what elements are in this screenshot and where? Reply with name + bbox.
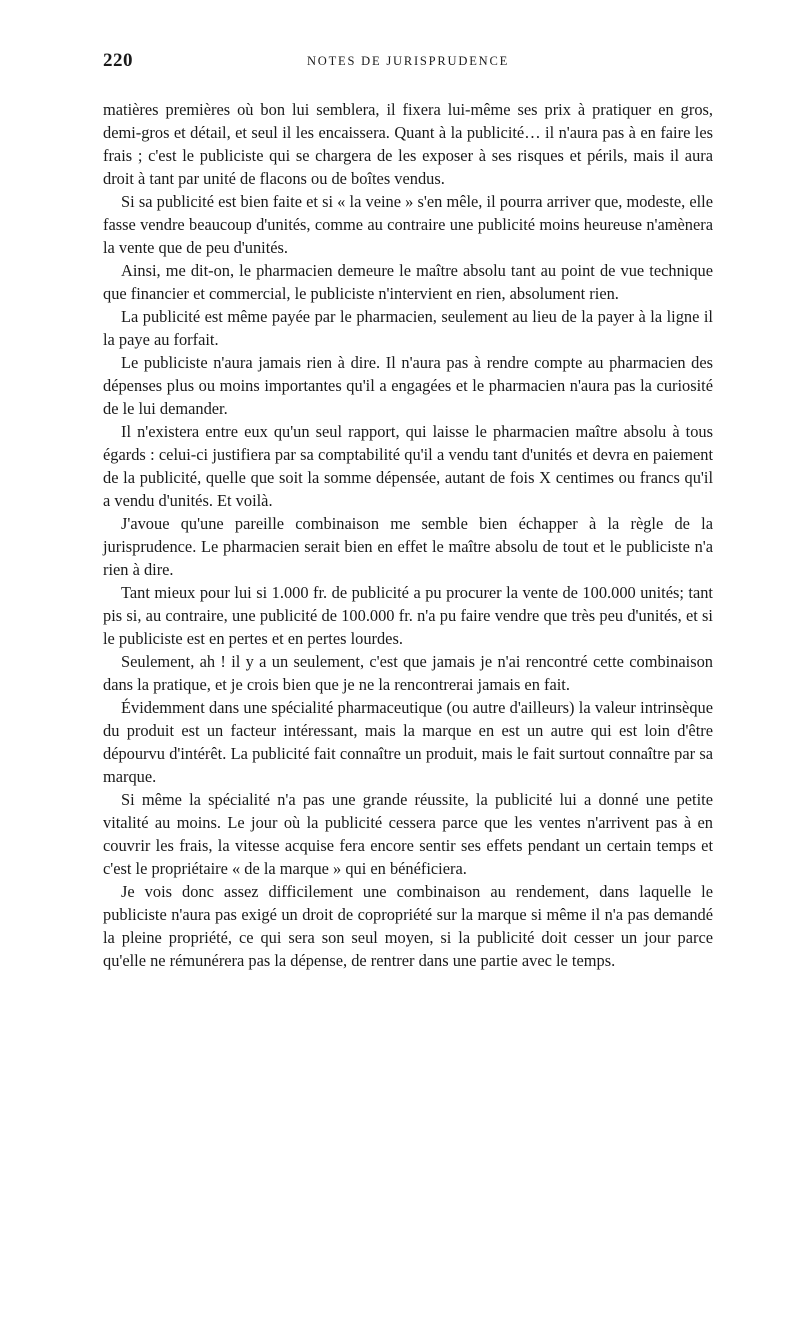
paragraph: Évidemment dans une spécialité pharmaceutique (ou autre d'ailleurs) la valeur intrinsèque du produit est un facteur intéressant, mais la marque en est un autre qui est loin d'être dépourvu d'intérêt. La publicité fait connaître un produit, mais le fait surtout connaître par sa marque.: [103, 698, 713, 786]
running-title: NOTES DE JURISPRUDENCE: [306, 54, 510, 68]
paragraph: Tant mieux pour lui si 1.000 fr. de publicité a pu procurer la vente de 100.000 unités; tant pis si, au contraire, une publicité de 100.000 fr. n'a pu faire vendre que très peu d'unités, et si le publiciste est en pertes et en pertes lourdes.: [103, 583, 713, 648]
page-number: 220: [103, 50, 133, 71]
paragraph: Le publiciste n'aura jamais rien à dire. Il n'aura pas à rendre compte au pharmacien des dépenses plus ou moins importantes qu'il a engagées et le pharmacien n'aura pas la curiosité de le lui demander.: [103, 353, 713, 418]
paragraph: Il n'existera entre eux qu'un seul rapport, qui laisse le pharmacien maître absolu à tous égards : celui-ci justifiera par sa comptabilité qu'il a vendu tant d'unités et devra en paiement de la publicité, quelle que soit la somme dépensée, autant de fois X centimes ou francs qu'il a vendu d'unités. Et voilà.: [103, 422, 713, 510]
paragraph: Si même la spécialité n'a pas une grande réussite, la publicité lui a donné une petite vitalité au moins. Le jour où la publicité cessera parce que les ventes n'arrivent pas à en couvrir les frais, la vitesse acquise fera encore sentir ses effets pendant un certain temps et c'est le propriétaire « de la marque » qui en bénéficiera.: [103, 790, 713, 878]
body-text: [103, 98, 713, 972]
paragraph: Ainsi, me dit-on, le pharmacien demeure le maître absolu tant au point de vue technique que financier et commercial, le publiciste n'intervient en rien, absolument rien.: [103, 261, 713, 303]
paragraph: Je vois donc assez difficilement une combinaison au rendement, dans laquelle le publiciste n'aura pas exigé un droit de copropriété sur la marque si même il n'a pas demandé la pleine propriété, ce qui sera son seul moyen, si la publicité doit cesser un jour parce qu'elle ne rémunérera pas la dépense, de rentrer dans une partie avec le temps.: [103, 882, 713, 970]
paragraph: Si sa publicité est bien faite et si « la veine » s'en mêle, il pourra arriver que, modeste, elle fasse vendre beaucoup d'unités, comme au contraire une publicité moins heureuse n'amènera la vente que de peu d'unités.: [103, 192, 713, 257]
paragraph: Seulement, ah ! il y a un seulement, c'est que jamais je n'ai rencontré cette combinaison dans la pratique, et je crois bien que je ne la rencontrerai jamais en fait.: [103, 652, 713, 694]
paragraph: J'avoue qu'une pareille combinaison me semble bien échapper à la règle de la jurisprudence. Le pharmacien serait bien en effet le maître absolu de tout et le publiciste n'a rien à dire.: [103, 514, 713, 579]
paragraph: matières premières où bon lui semblera, il fixera lui-même ses prix à pratiquer en gros, demi-gros et détail, et seul il les encaissera. Quant à la publicité… il n'aura pas à en faire les frais ; c'est le publiciste qui se chargera de les exposer à ses risques et périls, mais il aura droit à tant par unité de flacons ou de boîtes vendus.: [103, 100, 713, 188]
running-header: [103, 50, 713, 74]
paragraph: La publicité est même payée par le pharmacien, seulement au lieu de la payer à la ligne il la paye au forfait.: [103, 307, 713, 349]
